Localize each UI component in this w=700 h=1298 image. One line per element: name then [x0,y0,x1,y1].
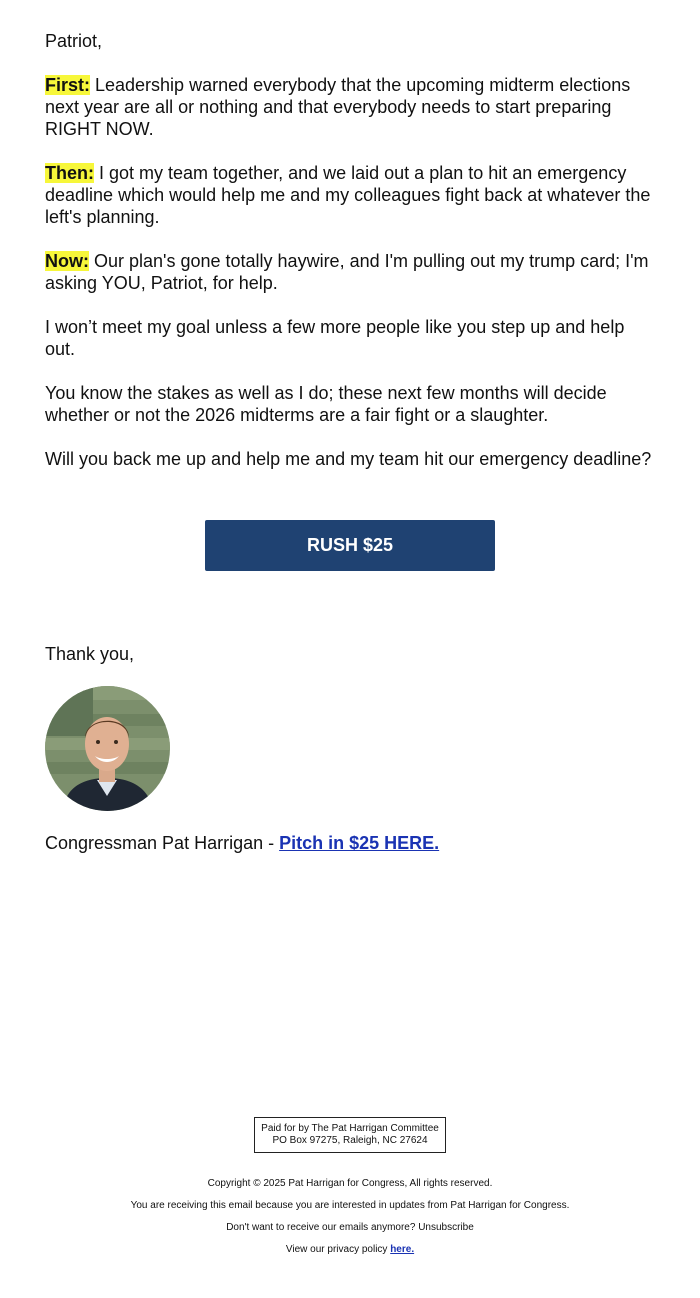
rush-donate-button[interactable]: RUSH $25 [205,520,495,571]
paragraph-question: Will you back me up and help me and my team hit our emergency deadline? [45,449,652,469]
paid-for-line2: PO Box 97275, Raleigh, NC 27624 [272,1135,428,1146]
receiving-text: You are receiving this email because you are interested in updates from Pat Harrigan for Congress. [130,1200,570,1211]
paragraph-first-text: Leadership warned everybody that the upcoming midterm elections next year are all or nothing and that everybody needs to start preparing RIGHT NOW. [45,75,631,139]
highlight-first: First: [45,75,90,95]
paragraph-first [45,74,657,140]
highlight-then: Then: [45,163,94,183]
closing: Thank you, [45,644,135,664]
privacy-link[interactable]: here. [390,1244,415,1255]
paragraph-now-text: Our plan's gone totally haywire, and I'm pulling out my trump card; I'm asking YOU, Patriot, for help. [45,251,649,293]
paragraph-now [45,250,657,294]
candidate-photo [45,686,170,811]
signature [45,832,439,854]
privacy-text: View our privacy policy [285,1244,391,1255]
privacy-line [0,1244,700,1256]
paid-for-line1: Paid for by The Pat Harrigan Committee [261,1123,439,1134]
paragraph-then [45,162,657,228]
greeting: Patriot, [45,31,103,51]
signature-name: Congressman Pat Harrigan - [45,833,280,853]
paragraph-goal: I won’t meet my goal unless a few more people like you step up and help out. [45,317,625,359]
paid-for-disclaimer [254,1117,446,1153]
paragraph-stakes: You know the stakes as well as I do; these next few months will decide whether or not the 2026 midterms are a fair fight or a slaughter. [45,383,607,425]
paragraph-then-text: I got my team together, and we laid out a plan to hit an emergency deadline which would help me and my colleagues fight back at whatever the left's planning. [45,163,651,227]
copyright-text: Copyright © 2025 Pat Harrigan for Congress, All rights reserved. [207,1178,493,1189]
highlight-now: Now: [45,251,89,271]
unsubscribe-text[interactable]: Don't want to receive our emails anymore? Unsubscribe [226,1222,474,1233]
pitch-in-link[interactable]: Pitch in $25 HERE. [279,833,440,853]
